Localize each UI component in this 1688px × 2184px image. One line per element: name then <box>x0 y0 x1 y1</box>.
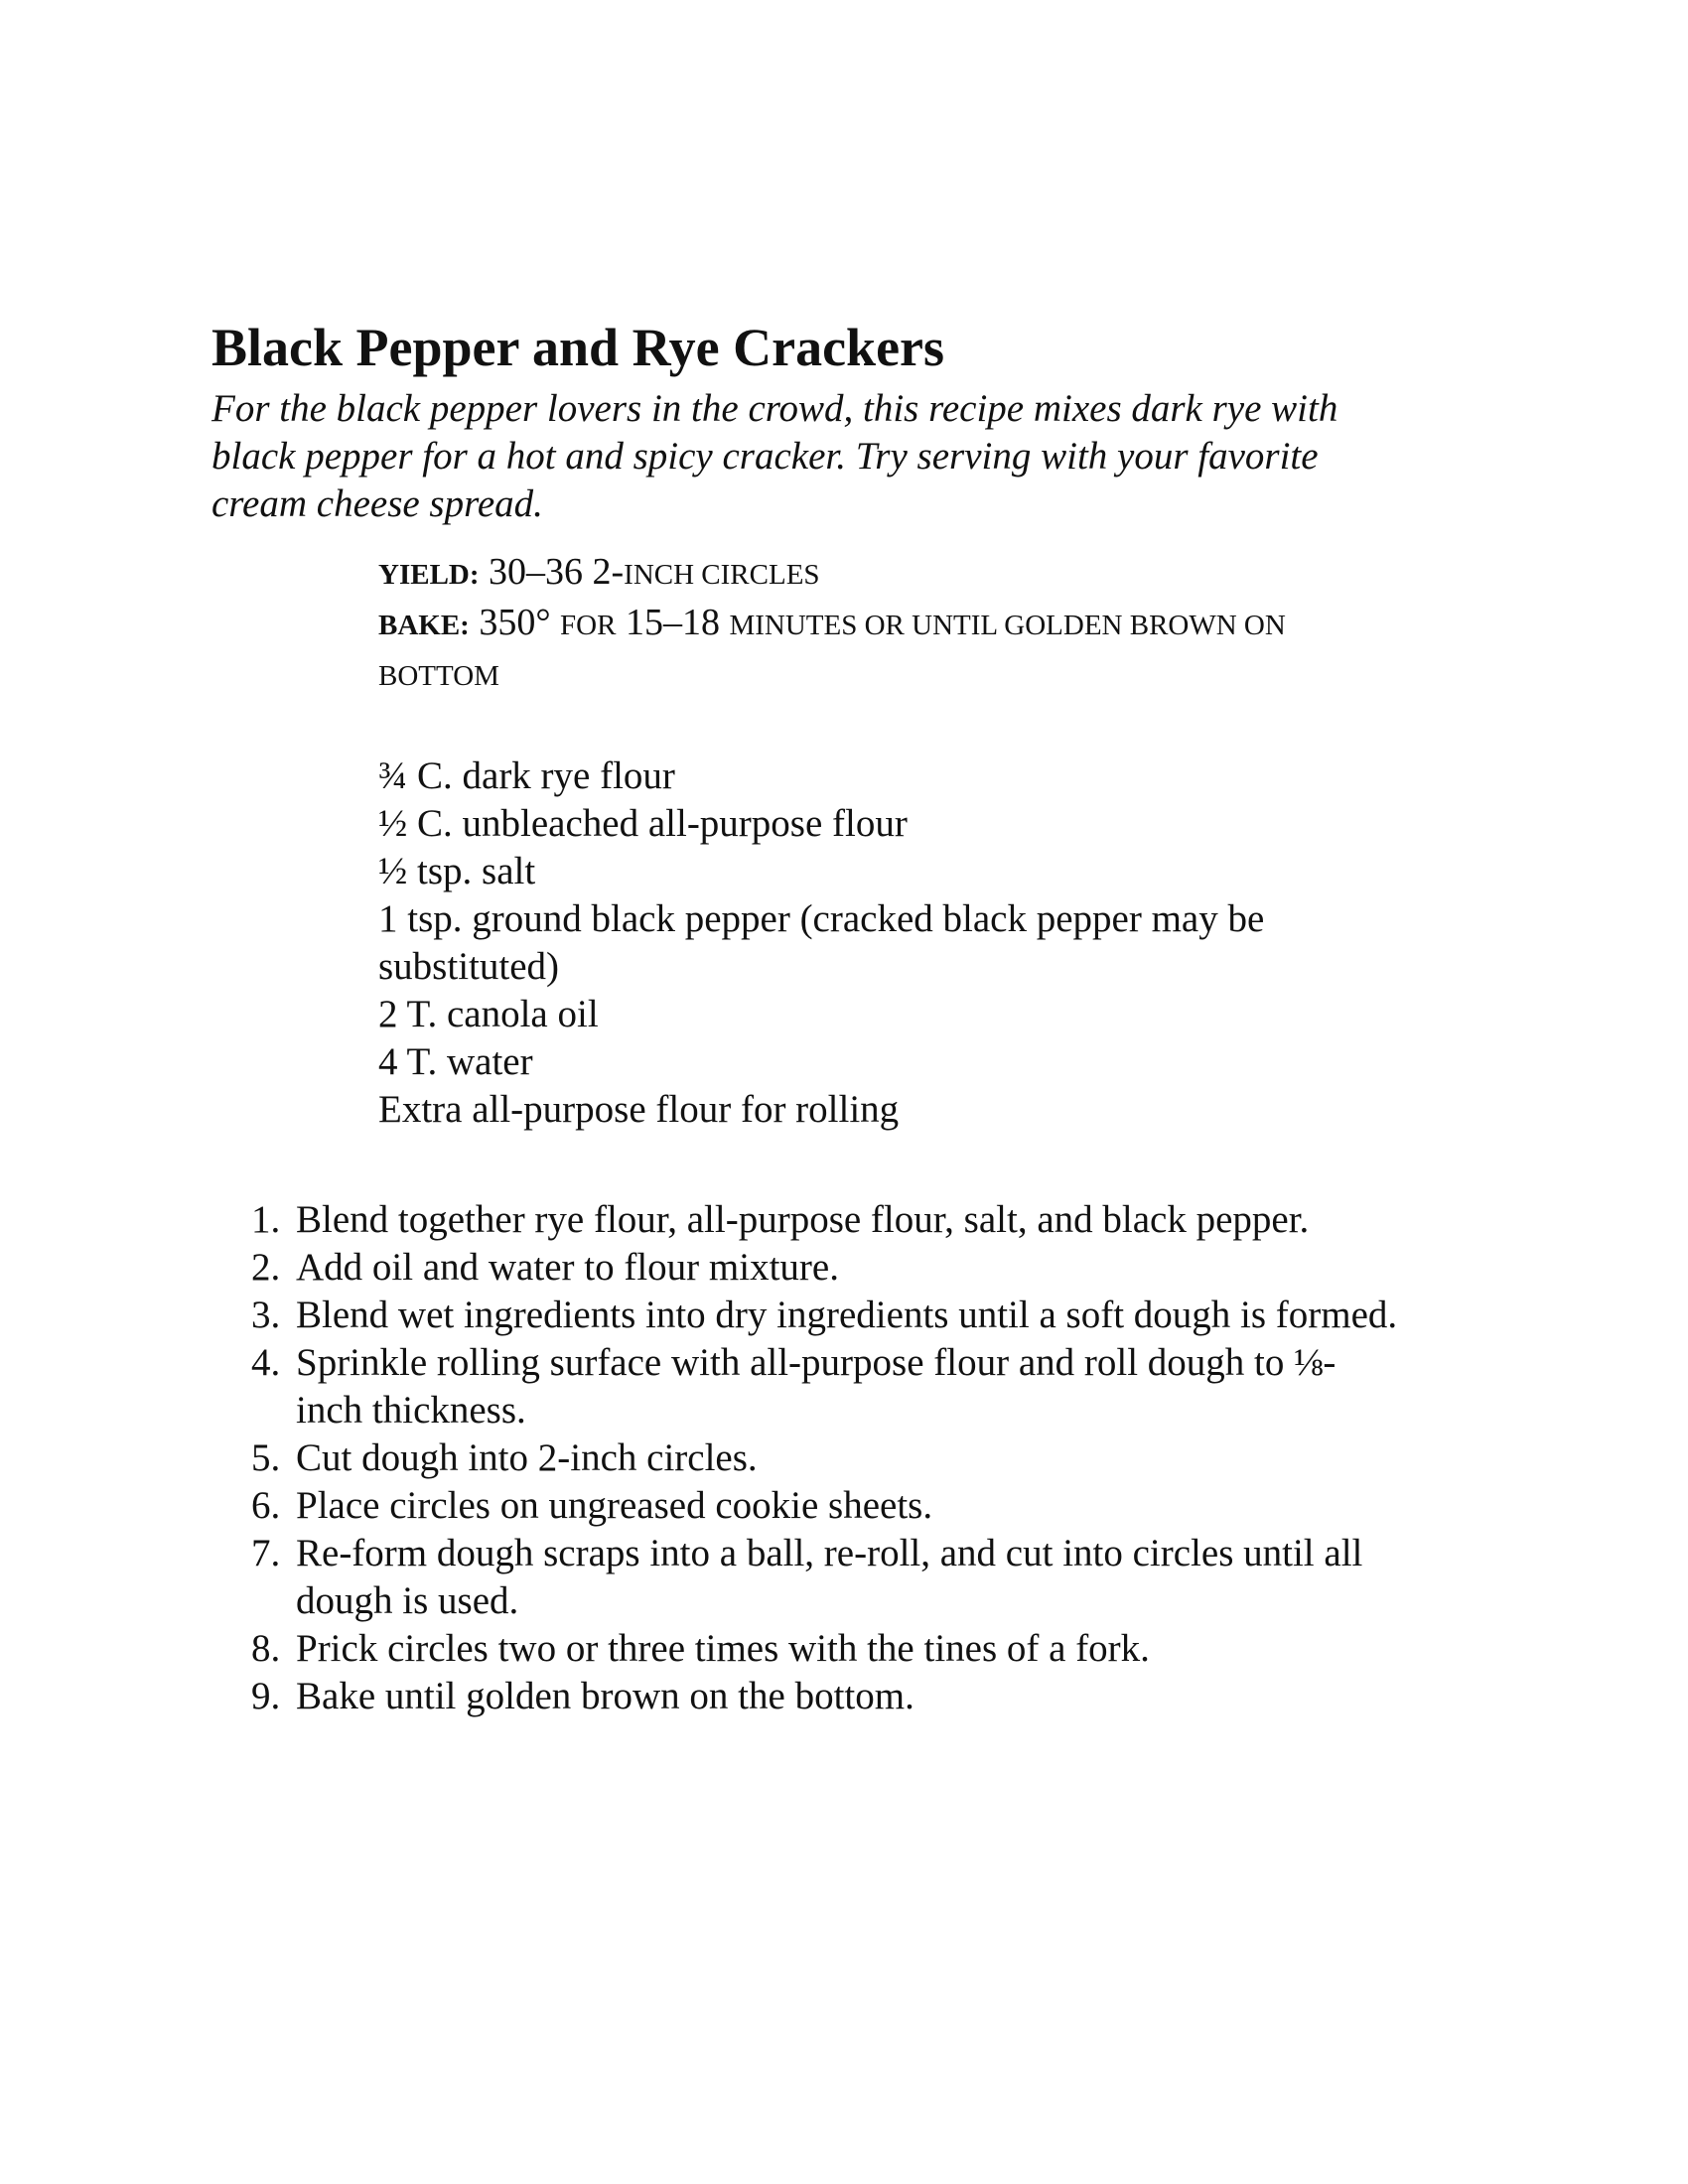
yield-label: YIELD: <box>378 559 480 591</box>
step-number: 4. <box>251 1341 281 1384</box>
ingredient-item <box>378 848 1471 895</box>
bake-rest: MINUTES OR UNTIL GOLDEN BROWN ON <box>729 610 1286 641</box>
step-item <box>251 1530 1502 1625</box>
step-text: Prick circles two or three times with the tines of a fork. <box>296 1627 1150 1670</box>
yield-line <box>378 548 1451 599</box>
bake-rest-2: BOTTOM <box>378 660 499 692</box>
bake-line-continued <box>378 649 1451 700</box>
bake-time: 15–18 <box>625 602 720 643</box>
step-number: 7. <box>251 1532 281 1574</box>
ingredient-item <box>378 752 1471 800</box>
recipe-title: Black Pepper and Rye Crackers <box>211 318 945 377</box>
intro-line: For the black pepper lovers in the crowd, this recipe mixes dark rye with <box>211 387 1338 430</box>
step-text: Sprinkle rolling surface with all-purpose flour and roll dough to ⅛- <box>296 1341 1336 1384</box>
recipe-intro <box>211 385 1502 528</box>
step-number: 1. <box>251 1198 281 1241</box>
ingredient-text: 1 tsp. ground black pepper (cracked black pepper may be <box>378 897 1265 940</box>
step-number: 5. <box>251 1436 281 1479</box>
step-number: 3. <box>251 1294 281 1336</box>
bake-label: BAKE: <box>378 610 470 641</box>
step-text: Add oil and water to flour mixture. <box>296 1246 839 1289</box>
step-item <box>251 1625 1502 1673</box>
ingredient-text: ¾ C. dark rye flour <box>378 754 675 797</box>
step-text: Place circles on ungreased cookie sheets. <box>296 1484 933 1527</box>
ingredient-item <box>378 1086 1471 1134</box>
step-text: Bake until golden brown on the bottom. <box>296 1675 914 1717</box>
step-item <box>251 1292 1502 1339</box>
yield-unit: INCH CIRCLES <box>624 559 820 591</box>
step-number: 6. <box>251 1484 281 1527</box>
ingredient-text-continued: substituted) <box>378 945 559 988</box>
intro-line: black pepper for a hot and spicy cracker. Try serving with your favorite <box>211 435 1319 478</box>
step-text: Blend together rye flour, all-purpose flour, salt, and black pepper. <box>296 1198 1310 1241</box>
ingredient-text: ½ C. unbleached all-purpose flour <box>378 802 908 845</box>
ingredient-item <box>378 1038 1471 1086</box>
step-text: Cut dough into 2-inch circles. <box>296 1436 758 1479</box>
bake-temp: 350° <box>479 602 551 643</box>
bake-for: FOR <box>560 610 617 641</box>
step-number: 8. <box>251 1627 281 1670</box>
ingredient-item <box>378 991 1471 1038</box>
ingredient-text: ½ tsp. salt <box>378 850 536 892</box>
step-number: 2. <box>251 1246 281 1289</box>
step-item <box>251 1244 1502 1292</box>
ingredient-text: 2 T. canola oil <box>378 993 599 1035</box>
ingredient-item <box>378 895 1471 991</box>
step-item <box>251 1339 1502 1434</box>
yield-amount: 30–36 2- <box>489 551 625 593</box>
ingredient-item <box>378 800 1471 848</box>
ingredient-list <box>378 752 1471 1134</box>
step-text-continued: inch thickness. <box>296 1389 526 1432</box>
step-text-continued: dough is used. <box>296 1579 519 1622</box>
step-item <box>251 1482 1502 1530</box>
step-list <box>251 1196 1502 1720</box>
ingredient-text: 4 T. water <box>378 1040 533 1083</box>
step-text: Blend wet ingredients into dry ingredients until a soft dough is formed. <box>296 1294 1398 1336</box>
recipe-meta <box>378 548 1451 700</box>
bake-line <box>378 599 1451 649</box>
step-item <box>251 1196 1502 1244</box>
intro-line: cream cheese spread. <box>211 482 543 525</box>
step-item <box>251 1434 1502 1482</box>
step-item <box>251 1673 1502 1720</box>
step-text: Re-form dough scraps into a ball, re-roll, and cut into circles until all <box>296 1532 1363 1574</box>
ingredient-text: Extra all-purpose flour for rolling <box>378 1088 900 1131</box>
step-number: 9. <box>251 1675 281 1717</box>
